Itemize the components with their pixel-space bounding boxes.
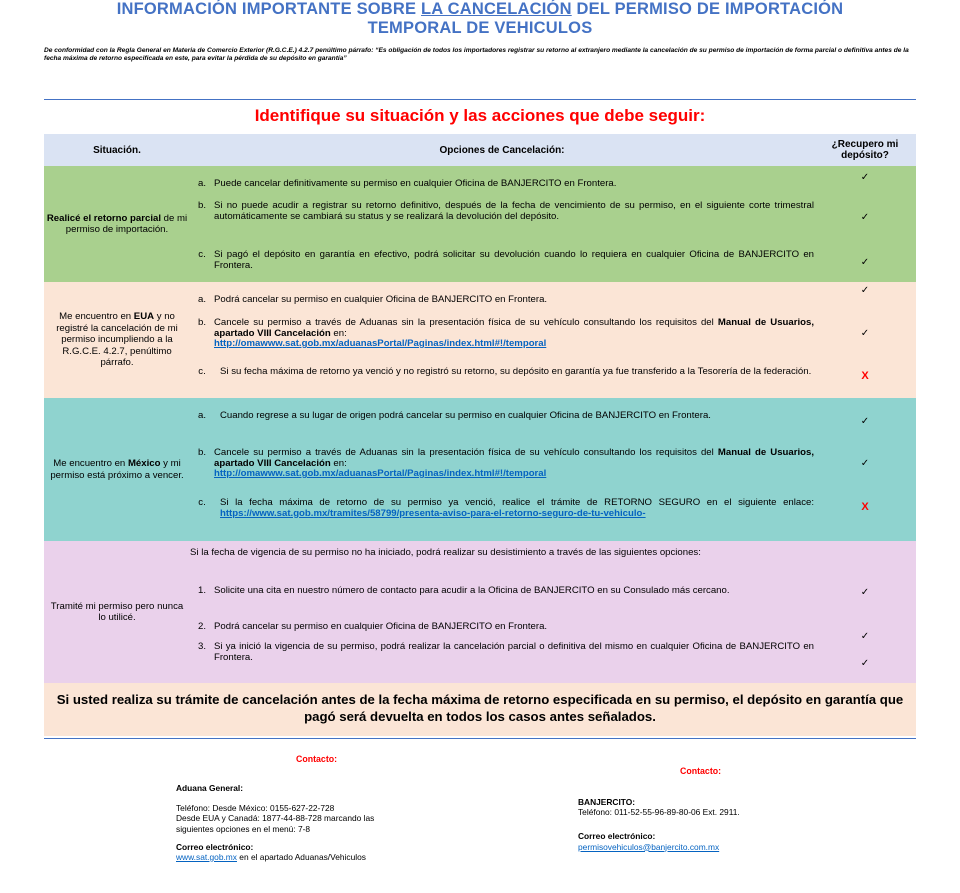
check-mark: ✓ xyxy=(860,328,870,339)
col-situation-header: Situación. xyxy=(93,144,141,156)
check-mark: ✓ xyxy=(860,658,870,669)
situation-row-in-usa: Me encuentro en EUA y no registré la cancelación de mi permiso incumpliendo a la R.G.C.E. 4.2.7, penúltimo párrafo. a. Podrá cancelar su permiso en cualquier Oficina de BANJERCITO en Frontera. b. Cancele su permiso a través de Aduanas sin la presentación física de su vehículo consultando los requisitos del Manual de Usuarios, apartado VIII Cancelación en: http://omawww.sat.gob.mx/aduanasPortal/Paginas/index.html#!/temporal c. Si su fecha máxima de retorno ya venció y no registró su retorno, su depósito en garantía ya fue transferido a la Tesorería de la federación. ✓ ✓ X xyxy=(44,282,916,398)
situation-cell: Me encuentro en México y mi permiso está próximo a vencer. xyxy=(50,458,184,481)
contact-title-left: Contacto: xyxy=(296,754,338,764)
situation-row-unused-permit: Tramité mi permiso pero nunca lo utilicé. Si la fecha de vigencia de su permiso no ha iniciado, podrá realizar su desistimiento a través de las siguientes opciones: 1. Solicite una cita en nuestro número de contacto para acudir a la Oficina de BANJERCITO en su Consulado más cercano. 2. Podrá cancelar su permiso en cualquier Oficina de BANJERCITO en Frontera. 3. Si ya inició la vigencia de su permiso, podrá realizar la cancelación parcial o definitiva del mismo en cualquier Oficina de BANJERCITO en Frontera. ✓ ✓ ✓ xyxy=(44,541,916,683)
check-mark: ✓ xyxy=(860,257,870,268)
check-mark: ✓ xyxy=(860,285,870,296)
retorno-seguro-link[interactable]: https://www.sat.gob.mx/tramites/58799/presenta-aviso-para-el-retorno-seguro-de-tu-vehiculo- xyxy=(220,507,646,519)
check-mark: ✓ xyxy=(860,458,870,469)
title-line-2: TEMPORAL DE VEHICULOS xyxy=(367,19,593,37)
sat-link[interactable]: www.sat.gob.mx xyxy=(176,852,237,863)
manual-link[interactable]: http://omawww.sat.gob.mx/aduanasPortal/Paginas/index.html#!/temporal xyxy=(214,338,547,349)
check-mark: ✓ xyxy=(860,172,870,183)
situation-cell: Realicé el retorno parcial de mi permiso de importación. xyxy=(46,212,188,235)
x-mark: X xyxy=(861,370,869,382)
contact-title-right: Contacto: xyxy=(680,766,722,776)
situation-cell: Tramité mi permiso pero nunca lo utilicé. xyxy=(50,600,184,623)
situation-row-in-mexico: Me encuentro en México y mi permiso está próximo a vencer. a. Cuando regrese a su lugar de origen podrá cancelar su permiso en cualquier Oficina de BANJERCITO en Frontera. b. Cancele su permiso a través de Aduanas sin la presentación física de su vehículo consultando los requisitos del Manual de Usuarios, apartado VIII Cancelación en: http://omawww.sat.gob.mx/aduanasPortal/Paginas/index.html#!/temporal c. Si la fecha máxima de retorno de su permiso ya venció, realice el trámite de RETORNO SEGURO en el siguiente enlace: https://www.sat.gob.mx/tramites/58799/presenta-aviso-para-el-retorno-seguro-de-tu-vehiculo- ✓ ✓ X xyxy=(44,398,916,541)
footer-note: Si usted realiza su trámite de cancelación antes de la fecha máxima de retorno especificada en su permiso, el depósito en garantía que pagó será devuelta en todos los casos antes señalados. xyxy=(56,692,904,724)
intro-paragraph: De conformidad con la Regla General en Materia de Comercio Exterior (R.G.C.E.) 4.2.7 penúltimo párrafo: “Es obligación de todos los importadores registrar su retorno al extranjero mediante la cancelación de su permiso de importación de forma parcial o definitiva antes de la fecha máxima de retorno especificada en este, para evitar la pérdida de su depósito en garantía” xyxy=(44,47,909,63)
divider-bottom xyxy=(44,738,916,739)
document-title xyxy=(0,0,960,38)
footer-note-box xyxy=(44,683,916,736)
contact-org: Aduana General: xyxy=(176,783,244,793)
manual-link[interactable]: http://omawww.sat.gob.mx/aduanasPortal/Paginas/index.html#!/temporal xyxy=(214,468,547,479)
divider-top xyxy=(44,99,916,100)
contact-banjercito: BANJERCITO: Teléfono: 011-52-55-96-89-80-06 Ext. 2911. Correo electrónico: permisovehiculos@banjercito.com.mx xyxy=(578,797,838,852)
section-heading: Identifique su situación y las acciones que debe seguir: xyxy=(254,106,706,125)
banjercito-email-link[interactable]: permisovehiculos@banjercito.com.mx xyxy=(578,841,720,852)
check-mark: ✓ xyxy=(860,212,870,223)
table-header xyxy=(44,134,916,166)
col-options-header: Opciones de Cancelación: xyxy=(439,144,565,156)
col-recover-header: ¿Recupero mi depósito? xyxy=(831,139,899,161)
title-line-1: INFORMACIÓN IMPORTANTE SOBRE LA CANCELACIÓN DEL PERMISO DE IMPORTACIÓN xyxy=(116,0,844,18)
contact-phone: Teléfono: 011-52-55-96-89-80-06 Ext. 2911. xyxy=(578,807,740,818)
check-mark: ✓ xyxy=(860,587,870,598)
check-mark: ✓ xyxy=(860,416,870,427)
contact-phone: Teléfono: Desde México: 0155-627-22-728 xyxy=(176,803,335,814)
situation-cell: Me encuentro en EUA y no registré la cancelación de mi permiso incumpliendo a la R.G.C.E. 4.2.7, penúltimo párrafo. xyxy=(56,311,178,369)
contact-org: BANJERCITO: xyxy=(578,797,636,807)
contact-aduana: Aduana General: Teléfono: Desde México: 0155-627-22-728 Desde EUA y Canadá: 1877-44-88-728 marcando las siguientes opciones en el menú: 7-8 Correo electrónico: www.sat.gob.mx en el apartado Aduanas/Vehiculos xyxy=(176,783,436,862)
situation-row-partial-return: Realicé el retorno parcial de mi permiso de importación. a. Puede cancelar definitivamente su permiso en cualquier Oficina de BANJERCITO en Frontera. b. Si no puede acudir a registrar su retorno definitivo, después de la fecha de vencimiento de su permiso, en el siguiente corte trimestral automáticamente se cambiará su status y se realizará la devolución del depósito. c. Si pagó el depósito en garantía en efectivo, podrá solicitar su devolución cuando lo requiera en cualquier Oficina de BANJERCITO en Frontera. ✓ ✓ ✓ xyxy=(44,166,916,282)
check-mark: ✓ xyxy=(860,631,870,642)
x-mark: X xyxy=(861,501,869,513)
title-underlined: LA CANCELACIÓN xyxy=(421,0,572,18)
